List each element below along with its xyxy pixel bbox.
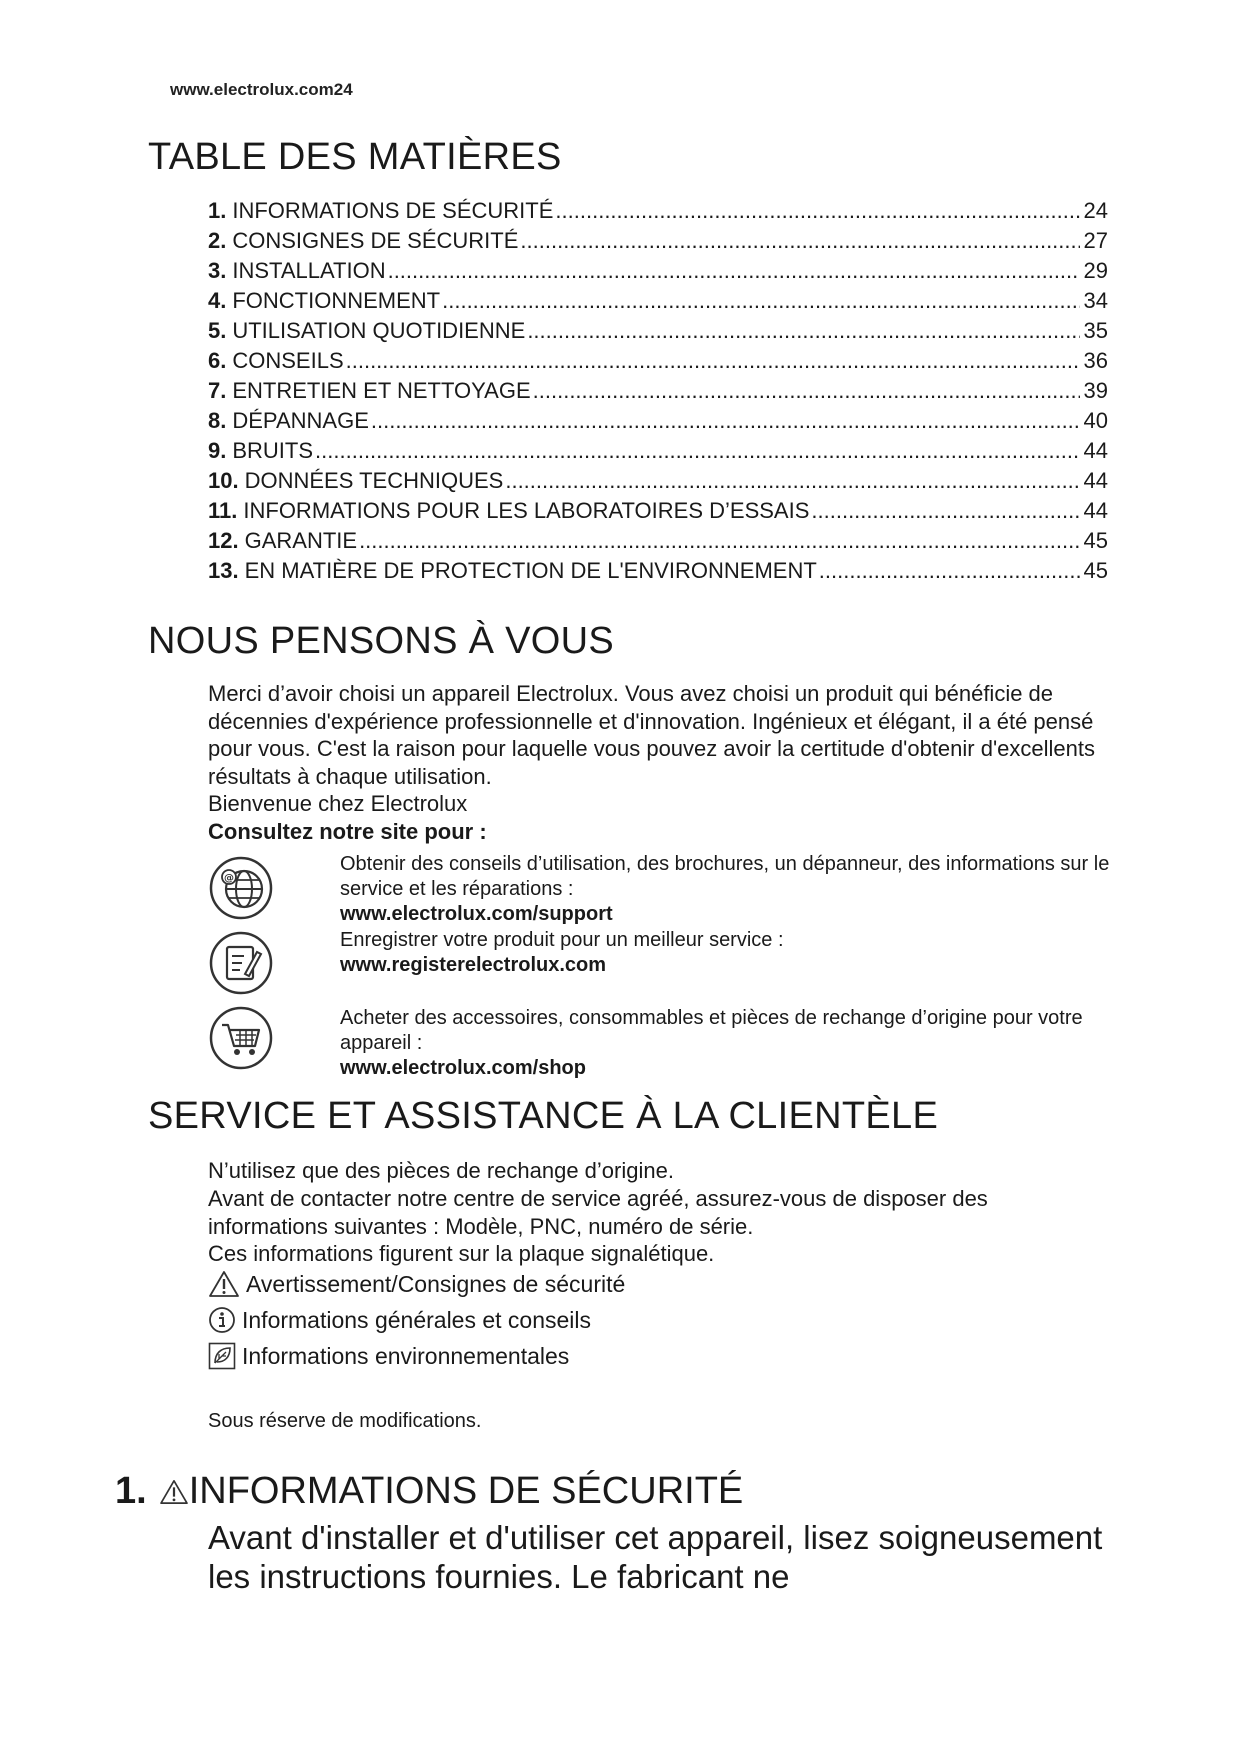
toc-item-label: FONCTIONNEMENT	[232, 288, 441, 313]
service-line-2: Avant de contacter notre centre de service agréé, assurez-vous de disposer des informations suivantes : Modèle, PNC, numéro de série.	[208, 1186, 988, 1239]
toc-leader-dots	[346, 346, 1080, 376]
toc-item-number: 5.	[208, 318, 227, 343]
globe-icon	[208, 855, 274, 921]
header-url[interactable]: www.electrolux.com24	[170, 80, 353, 99]
toc-item-label: INFORMATIONS POUR LES LABORATOIRES D’ESSAIS	[243, 498, 810, 523]
support-url[interactable]: www.electrolux.com/support	[340, 903, 613, 925]
section1-number: 1.	[115, 1470, 147, 1512]
toc-item[interactable]	[208, 196, 1108, 226]
support-description: Obtenir des conseils d’utilisation, des brochures, un dépanneur, des informations sur le service et les réparations :	[340, 853, 1110, 900]
toc-item-label: GARANTIE	[244, 528, 358, 553]
toc-item-number: 11.	[208, 498, 238, 523]
toc-item-page: 29	[1083, 258, 1108, 283]
legend-info-label: Informations générales et conseils	[242, 1306, 592, 1333]
toc-item[interactable]	[208, 496, 1108, 526]
svg-text:@: @	[224, 873, 234, 884]
legend-environment-label: Informations environnementales	[242, 1342, 570, 1369]
section1-text: Avant d'installer et d'utiliser cet appareil, lisez soigneusement les instructions fournies. Le fabricant ne	[208, 1519, 1103, 1595]
toc-item-page: 44	[1083, 438, 1108, 463]
modifications-note: Sous réserve de modifications.	[208, 1410, 482, 1432]
register-url[interactable]: www.registerelectrolux.com	[340, 954, 607, 976]
toc-item-number: 7.	[208, 378, 227, 403]
section1-heading	[115, 1470, 743, 1513]
toc-item-page: 39	[1083, 378, 1108, 403]
toc-item-number: 12.	[208, 528, 239, 553]
toc-leader-dots	[359, 526, 1079, 556]
toc-item-label: INFORMATIONS DE SÉCURITÉ	[232, 198, 554, 223]
toc-item-number: 13.	[208, 558, 239, 583]
toc-leader-dots	[442, 286, 1079, 316]
toc-leader-dots	[371, 406, 1080, 436]
toc-item-page: 34	[1083, 288, 1108, 313]
legend-environment	[208, 1342, 569, 1370]
toc-item-label: CONSIGNES DE SÉCURITÉ	[232, 228, 519, 253]
toc-leader-dots	[520, 226, 1079, 256]
thinking-intro: Merci d’avoir choisi un appareil Electrolux. Vous avez choisi un produit qui bénéficie de décennies d'expérience professionnelle et d'innovation. Ingénieux et élégant, il a été pensé pour vous. C'est la raison pour laquelle vous pouvez avoir la certitude d'obtenir d'excellents résultats à chaque utilisation.	[208, 681, 1095, 789]
warning-icon	[159, 1479, 189, 1505]
toc-item[interactable]	[208, 316, 1108, 346]
toc-item[interactable]	[208, 466, 1108, 496]
register-link-block	[340, 928, 1120, 978]
legend-warning	[208, 1270, 625, 1298]
toc-item-number: 9.	[208, 438, 227, 463]
toc-item-label: ENTRETIEN ET NETTOYAGE	[232, 378, 531, 403]
toc-item-page: 45	[1083, 528, 1108, 553]
toc-leader-dots	[533, 376, 1080, 406]
toc-leader-dots	[388, 256, 1080, 286]
consult-label: Consultez notre site pour :	[208, 819, 487, 844]
thinking-title: NOUS PENSONS À VOUS	[148, 620, 615, 662]
toc-leader-dots	[505, 466, 1079, 496]
toc-item-page: 35	[1083, 318, 1108, 343]
shop-url[interactable]: www.electrolux.com/shop	[340, 1057, 586, 1079]
toc-title: TABLE DES MATIÈRES	[148, 136, 562, 178]
toc-leader-dots	[315, 436, 1079, 466]
toc-item-number: 8.	[208, 408, 227, 433]
toc-item[interactable]	[208, 286, 1108, 316]
toc-item-label: DÉPANNAGE	[232, 408, 369, 433]
toc-item-page: 36	[1083, 348, 1108, 373]
toc-item-label: INSTALLATION	[232, 258, 386, 283]
toc-leader-dots	[819, 556, 1080, 586]
shop-description: Acheter des accessoires, consommables et pièces de rechange d’origine pour votre appareil :	[340, 1007, 1083, 1054]
toc-leader-dots	[555, 196, 1079, 226]
toc-item-page: 24	[1083, 198, 1108, 223]
legend-info	[208, 1306, 591, 1334]
support-link-block	[340, 852, 1120, 927]
register-description: Enregistrer votre produit pour un meilleur service :	[340, 929, 784, 951]
toc-item-label: EN MATIÈRE DE PROTECTION DE L'ENVIRONNEMENT	[244, 558, 817, 583]
leaf-icon	[208, 1342, 236, 1370]
toc-item-page: 27	[1083, 228, 1108, 253]
legend-warning-label: Avertissement/Consignes de sécurité	[246, 1270, 626, 1297]
toc-item-number: 2.	[208, 228, 227, 253]
toc-item[interactable]	[208, 256, 1108, 286]
toc-item-label: UTILISATION QUOTIDIENNE	[232, 318, 526, 343]
toc-item[interactable]	[208, 346, 1108, 376]
toc-item-label: BRUITS	[232, 438, 314, 463]
toc-leader-dots	[811, 496, 1079, 526]
cart-icon	[208, 1005, 274, 1071]
shop-link-block	[340, 1006, 1120, 1081]
toc-item-number: 6.	[208, 348, 227, 373]
service-line-3: Ces informations figurent sur la plaque signalétique.	[208, 1241, 715, 1266]
toc-item[interactable]	[208, 556, 1108, 586]
section1-title: INFORMATIONS DE SÉCURITÉ	[188, 1470, 744, 1512]
toc-item-number: 4.	[208, 288, 227, 313]
toc-item[interactable]	[208, 376, 1108, 406]
toc-item[interactable]	[208, 526, 1108, 556]
toc-item[interactable]	[208, 436, 1108, 466]
register-icon	[208, 930, 274, 996]
service-line-1: N’utilisez que des pièces de rechange d’origine.	[208, 1158, 674, 1183]
toc-leader-dots	[527, 316, 1079, 346]
service-title: SERVICE ET ASSISTANCE À LA CLIENTÈLE	[148, 1095, 939, 1137]
table-of-contents	[208, 196, 1108, 586]
toc-item-number: 3.	[208, 258, 227, 283]
toc-item-label: CONSEILS	[232, 348, 344, 373]
warning-icon	[208, 1270, 240, 1298]
toc-item[interactable]	[208, 226, 1108, 256]
toc-item-number: 1.	[208, 198, 227, 223]
info-icon	[208, 1306, 236, 1334]
toc-item-page: 44	[1083, 498, 1108, 523]
toc-item[interactable]	[208, 406, 1108, 436]
toc-item-page: 45	[1083, 558, 1108, 583]
toc-item-page: 40	[1083, 408, 1108, 433]
toc-item-number: 10.	[208, 468, 239, 493]
toc-item-label: DONNÉES TECHNIQUES	[244, 468, 504, 493]
welcome-text: Bienvenue chez Electrolux	[208, 791, 468, 816]
toc-item-page: 44	[1083, 468, 1108, 493]
